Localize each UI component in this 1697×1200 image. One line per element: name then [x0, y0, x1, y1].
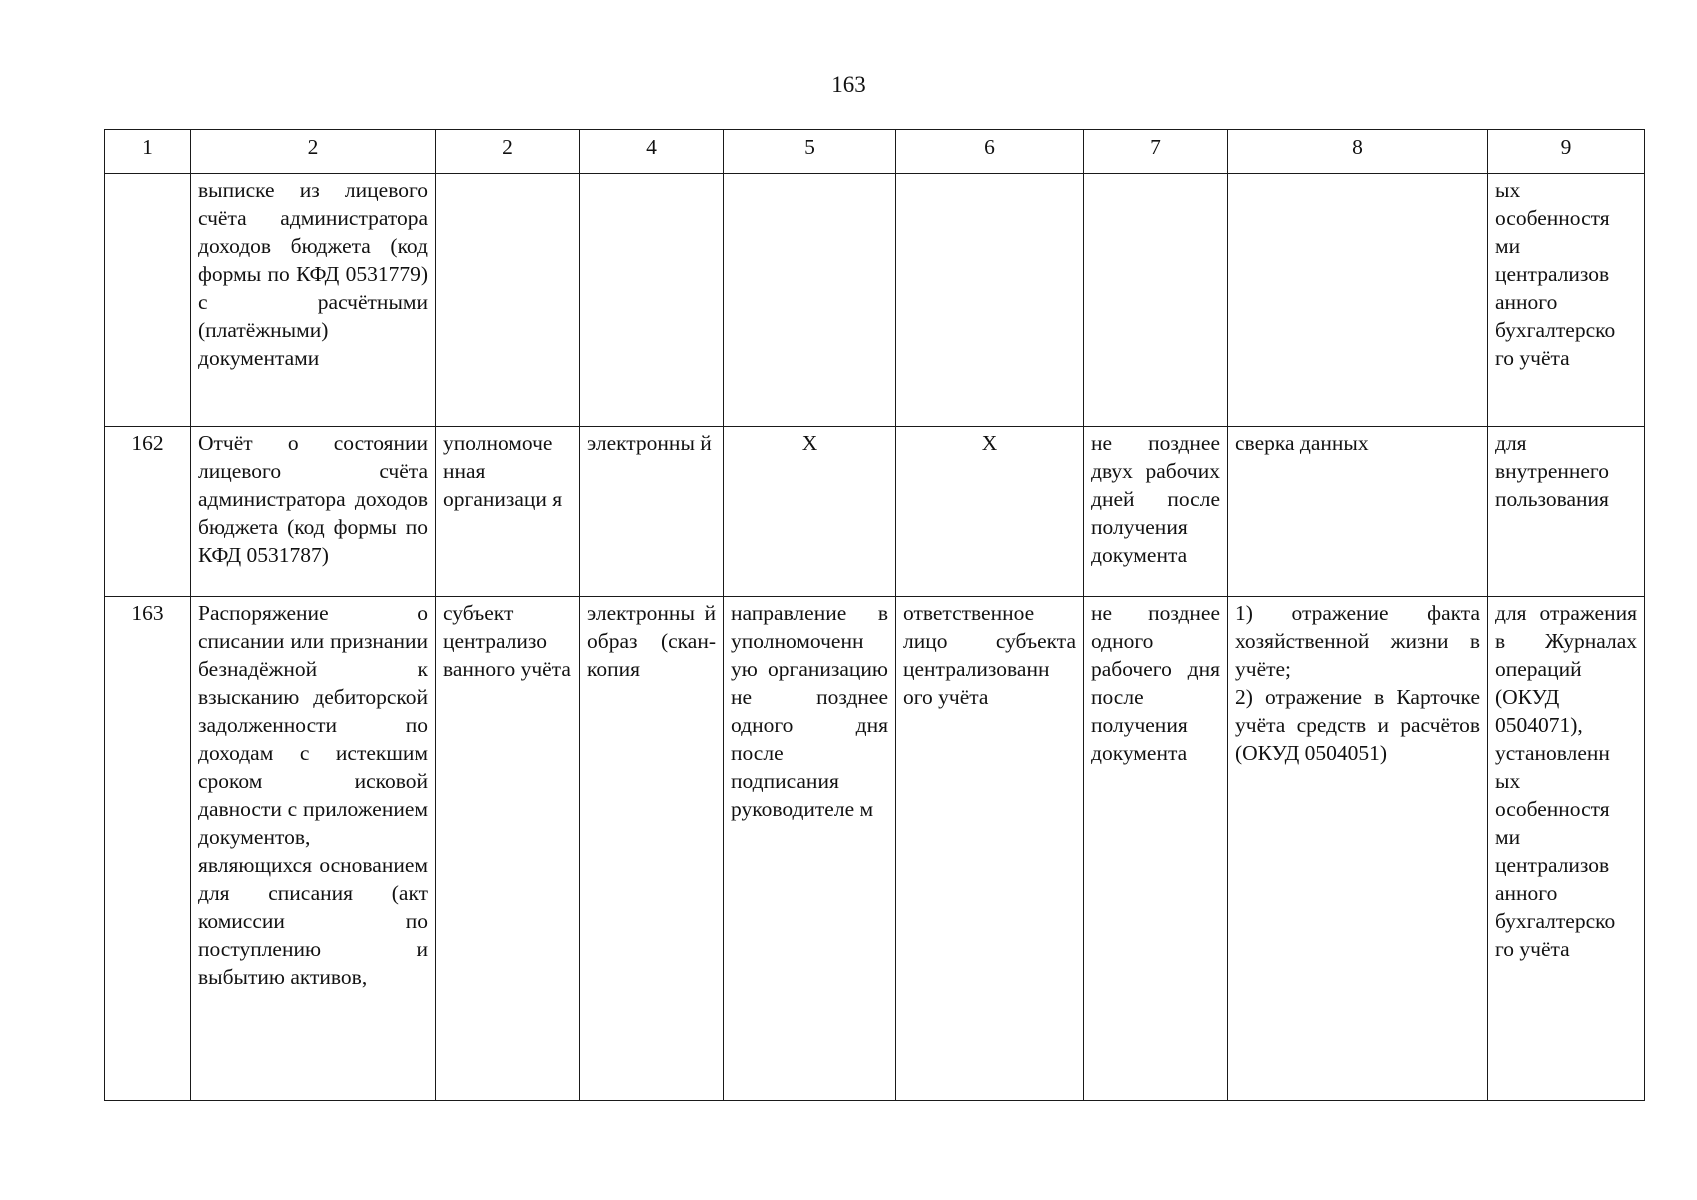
action-cell	[1228, 597, 1488, 1101]
table-header-row	[105, 130, 1645, 174]
purpose-cell: для отражения в Журналах операций (ОКУД 0504071), установленн ых особенностя ми централизов анного бухгалтерско го учёта	[1488, 597, 1645, 1101]
document-name-cell: Распоряжение о списании или признании безнадёжной к взысканию дебиторской задолженности по доходам с истекшим сроком исковой давности с приложением документов, являющихся основанием для списания (акт комиссии по поступлению и выбытию активов,	[191, 597, 436, 1101]
column-header: 5	[724, 130, 896, 174]
action-cell: сверка данных	[1228, 427, 1488, 597]
page-number: 163	[831, 72, 866, 97]
action-cell	[1228, 174, 1488, 427]
table-row	[105, 427, 1645, 597]
document-table	[104, 129, 1645, 1101]
column-header: 6	[896, 130, 1084, 174]
table-row	[105, 174, 1645, 427]
transfer-term-cell: направление в уполномоченн ую организацию не позднее одного дня после подписания руководителе м	[724, 597, 896, 1101]
transfer-term-cell	[724, 174, 896, 427]
processing-term-cell	[1084, 174, 1228, 427]
format-cell: электронны й образ (скан-копия	[580, 597, 724, 1101]
row-number-cell: 162	[105, 427, 191, 597]
column-header: 9	[1488, 130, 1645, 174]
processing-term-cell: не позднее двух рабочих дней после получения документа	[1084, 427, 1228, 597]
action-item: 2) отражение в Карточке учёта средств и расчётов (ОКУД 0504051)	[1235, 685, 1480, 765]
document-name-cell: выписке из лицевого счёта администратора доходов бюджета (код формы по КФД 0531779) с расчётными (платёжными) документами	[191, 174, 436, 427]
column-header: 1	[105, 130, 191, 174]
transfer-term-cell: X	[724, 427, 896, 597]
originator-cell	[436, 174, 580, 427]
purpose-cell: для внутреннего пользования	[1488, 427, 1645, 597]
row-number-cell: 163	[105, 597, 191, 1101]
responsible-cell: X	[896, 427, 1084, 597]
document-name-cell: Отчёт о состоянии лицевого счёта администратора доходов бюджета (код формы по КФД 0531787)	[191, 427, 436, 597]
originator-cell: субъект централизо ванного учёта	[436, 597, 580, 1101]
action-item: 1) отражение факта хозяйственной жизни в учёте;	[1235, 601, 1480, 681]
format-cell: электронны й	[580, 427, 724, 597]
responsible-cell	[896, 174, 1084, 427]
table-row	[105, 597, 1645, 1101]
purpose-cell: ых особенностя ми централизов анного бухгалтерско го учёта	[1488, 174, 1645, 427]
responsible-cell: ответственное лицо субъекта централизованн ого учёта	[896, 597, 1084, 1101]
column-header: 4	[580, 130, 724, 174]
row-number-cell	[105, 174, 191, 427]
format-cell	[580, 174, 724, 427]
originator-cell: уполномоче нная организаци я	[436, 427, 580, 597]
processing-term-cell: не позднее одного рабочего дня после получения документа	[1084, 597, 1228, 1101]
column-header: 8	[1228, 130, 1488, 174]
column-header: 2	[191, 130, 436, 174]
column-header: 7	[1084, 130, 1228, 174]
column-header: 2	[436, 130, 580, 174]
